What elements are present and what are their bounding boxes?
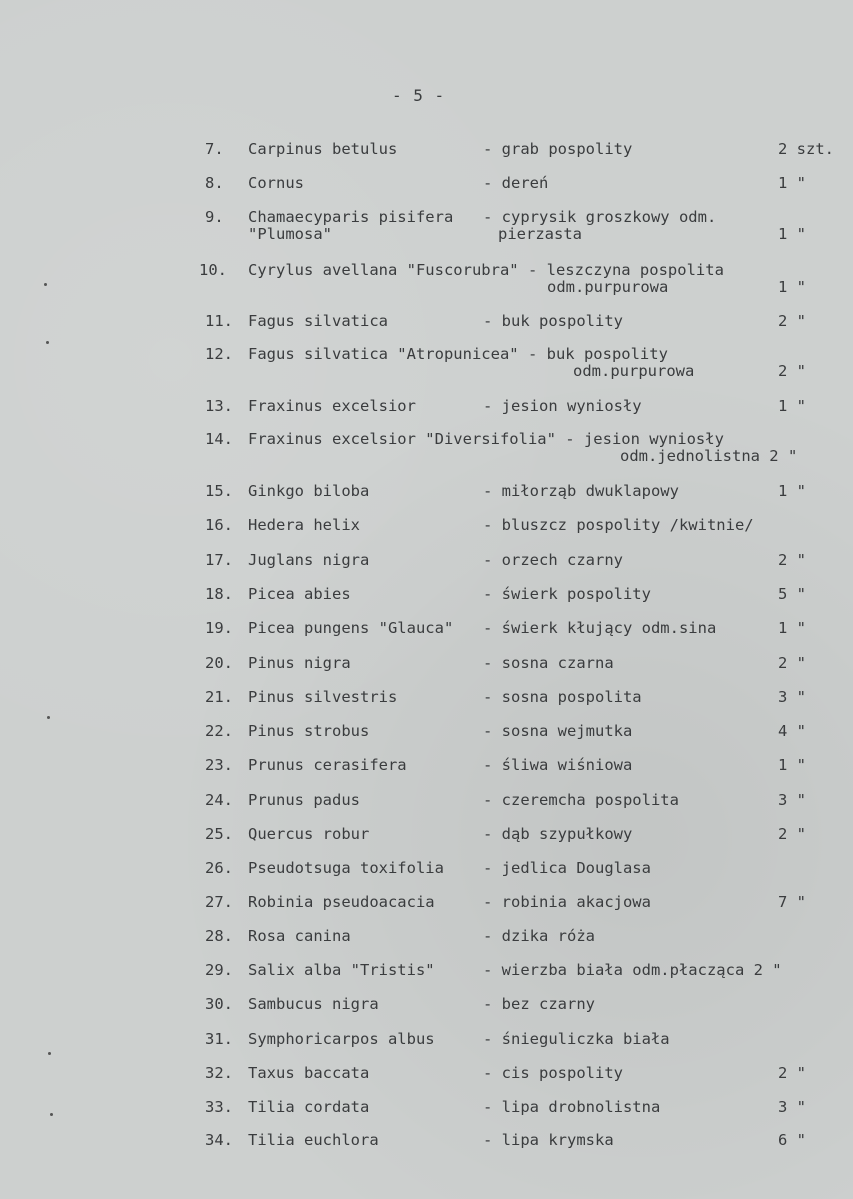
latin-name: Sambucus nigra xyxy=(248,995,379,1013)
scan-speck xyxy=(46,341,49,344)
quantity: 6 " xyxy=(778,1131,806,1149)
latin-name: Pinus silvestris xyxy=(248,688,398,706)
latin-name: Rosa canina xyxy=(248,927,351,945)
latin-name: Fraxinus excelsior xyxy=(248,397,416,415)
quantity: 1 " xyxy=(778,756,806,774)
polish-name: - sosna czarna xyxy=(483,654,614,672)
quantity: 2 " xyxy=(778,825,806,843)
polish-name: - bluszcz pospolity /kwitnie/ xyxy=(483,516,754,534)
item-number: 20. xyxy=(205,654,233,672)
item-number: 16. xyxy=(205,516,233,534)
polish-name: - sosna wejmutka xyxy=(483,722,633,740)
entry-line-continuation: odm.purpurowa xyxy=(573,362,695,380)
scan-speck xyxy=(48,1052,51,1055)
quantity: 4 " xyxy=(778,722,806,740)
item-number: 32. xyxy=(205,1064,233,1082)
item-number: 30. xyxy=(205,995,233,1013)
item-number: 26. xyxy=(205,859,233,877)
latin-name: Ginkgo biloba xyxy=(248,482,370,500)
polish-name: - sosna pospolita xyxy=(483,688,642,706)
polish-name: - świerk kłujący odm.sina xyxy=(483,619,717,637)
quantity: 1 " xyxy=(778,278,806,296)
item-number: 31. xyxy=(205,1030,233,1048)
item-number: 11. xyxy=(205,312,233,330)
polish-name: - lipa krymska xyxy=(483,1131,614,1149)
latin-name: Juglans nigra xyxy=(248,551,370,569)
item-number: 22. xyxy=(205,722,233,740)
item-number: 24. xyxy=(205,791,233,809)
latin-name: Pinus strobus xyxy=(248,722,370,740)
polish-name: - robinia akacjowa xyxy=(483,893,651,911)
quantity: 1 " xyxy=(778,397,806,415)
latin-name: Hedera helix xyxy=(248,516,360,534)
quantity: 1 " xyxy=(778,482,806,500)
item-number: 29. xyxy=(205,961,233,979)
latin-name: Robinia pseudoacacia xyxy=(248,893,435,911)
polish-name: - cyprysik groszkowy odm. xyxy=(483,208,717,226)
polish-name: - dereń xyxy=(483,174,549,192)
item-number: 21. xyxy=(205,688,233,706)
entry-line: Fagus silvatica "Atropunicea" - buk pospolity xyxy=(248,345,668,363)
polish-name: - śnieguliczka biała xyxy=(483,1030,670,1048)
polish-name: - buk pospolity xyxy=(483,312,623,330)
quantity: 2 " xyxy=(778,1064,806,1082)
polish-name: - śliwa wiśniowa xyxy=(483,756,633,774)
latin-name: Tilia cordata xyxy=(248,1098,370,1116)
item-number: 23. xyxy=(205,756,233,774)
item-number: 7. xyxy=(205,140,224,158)
polish-name: - dzika róża xyxy=(483,927,595,945)
item-number: 14. xyxy=(205,430,233,448)
polish-name: - cis pospolity xyxy=(483,1064,623,1082)
page-number: - 5 - xyxy=(392,86,446,105)
polish-name: - jesion wyniosły xyxy=(483,397,642,415)
entry-line: Cyrylus avellana "Fuscorubra" - leszczyna pospolita xyxy=(248,261,724,279)
entry-line-continuation: odm.jednolistna 2 " xyxy=(620,447,798,465)
polish-name: - orzech czarny xyxy=(483,551,623,569)
quantity: 2 szt. xyxy=(778,140,834,158)
item-number: 19. xyxy=(205,619,233,637)
item-number: 28. xyxy=(205,927,233,945)
entry-line-continuation: odm.purpurowa xyxy=(547,278,669,296)
item-number: 9. xyxy=(205,208,224,226)
item-number: 15. xyxy=(205,482,233,500)
latin-name: Taxus baccata xyxy=(248,1064,370,1082)
polish-name: - czeremcha pospolita xyxy=(483,791,679,809)
entry-line: Fraxinus excelsior "Diversifolia" - jesion wyniosły xyxy=(248,430,724,448)
item-number: 12. xyxy=(205,345,233,363)
item-number: 18. xyxy=(205,585,233,603)
quantity: 3 " xyxy=(778,1098,806,1116)
scan-speck xyxy=(47,716,50,719)
quantity: 3 " xyxy=(778,688,806,706)
quantity: 1 " xyxy=(778,174,806,192)
latin-name: Symphoricarpos albus xyxy=(248,1030,435,1048)
latin-name: Pinus nigra xyxy=(248,654,351,672)
polish-name: - dąb szypułkowy xyxy=(483,825,633,843)
polish-name: - lipa drobnolistna xyxy=(483,1098,661,1116)
latin-name: Cornus xyxy=(248,174,304,192)
item-number: 34. xyxy=(205,1131,233,1149)
item-number: 17. xyxy=(205,551,233,569)
latin-name: Carpinus betulus xyxy=(248,140,398,158)
polish-name: - miłorząb dwuklapowy xyxy=(483,482,679,500)
latin-name: Chamaecyparis pisifera xyxy=(248,208,454,226)
latin-name: Prunus cerasifera xyxy=(248,756,407,774)
quantity: 1 " xyxy=(778,619,806,637)
polish-name-continuation: pierzasta xyxy=(498,225,582,243)
polish-name: - grab pospolity xyxy=(483,140,633,158)
polish-name: - wierzba biała odm.płacząca 2 " xyxy=(483,961,782,979)
latin-name: Picea abies xyxy=(248,585,351,603)
latin-name: Quercus robur xyxy=(248,825,370,843)
quantity: 7 " xyxy=(778,893,806,911)
quantity: 2 " xyxy=(778,362,806,380)
item-number: 13. xyxy=(205,397,233,415)
latin-name: Fagus silvatica xyxy=(248,312,388,330)
quantity: 2 " xyxy=(778,551,806,569)
latin-name: Prunus padus xyxy=(248,791,360,809)
latin-name: Picea pungens "Glauca" xyxy=(248,619,454,637)
quantity: 3 " xyxy=(778,791,806,809)
quantity: 2 " xyxy=(778,654,806,672)
item-number: 25. xyxy=(205,825,233,843)
item-number: 8. xyxy=(205,174,224,192)
item-number: 10. xyxy=(199,261,227,279)
latin-name: Tilia euchlora xyxy=(248,1131,379,1149)
quantity: 2 " xyxy=(778,312,806,330)
polish-name: - jedlica Douglasa xyxy=(483,859,651,877)
latin-name: Salix alba "Tristis" xyxy=(248,961,435,979)
polish-name: - bez czarny xyxy=(483,995,595,1013)
quantity: 5 " xyxy=(778,585,806,603)
quantity: 1 " xyxy=(778,225,806,243)
latin-name: Pseudotsuga toxifolia xyxy=(248,859,444,877)
scan-speck xyxy=(44,283,47,286)
latin-name-cultivar: "Plumosa" xyxy=(248,225,332,243)
scan-speck xyxy=(50,1113,53,1116)
polish-name: - świerk pospolity xyxy=(483,585,651,603)
item-number: 33. xyxy=(205,1098,233,1116)
item-number: 27. xyxy=(205,893,233,911)
